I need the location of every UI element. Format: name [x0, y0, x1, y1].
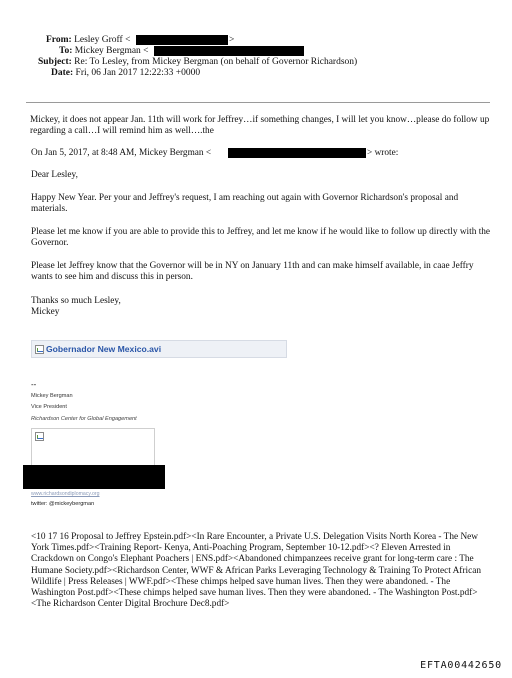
to-row: [59, 46, 149, 57]
reply-text: Mickey, it does not appear Jan. 11th will work for Jeffrey…if something changes, I will let you know…please do follow up regarding a call…I will remind him as well….the: [30, 115, 490, 137]
attachment-label: Gobernador New Mexico.avi: [46, 344, 162, 354]
to-label: To:: [59, 46, 73, 56]
paragraph-3: Please let Jeffrey know that the Governor will be in NY on January 11th and can make himself available, in caae Jeffry wants to see him and discuss this in person.: [31, 261, 474, 283]
closing-line-2: Mickey: [31, 307, 60, 317]
paragraph-2: Please let me know if you are able to provide this to Jeffrey, and let me know if he would like to follow up directly with the Governor.: [31, 227, 491, 249]
quote-intro-wrote: > wrote:: [367, 148, 399, 158]
from-label: From:: [46, 35, 72, 45]
closing-line-1: Thanks so much Lesley,: [31, 296, 121, 306]
date-row: [51, 68, 200, 79]
attachments-list: <10 17 16 Proposal to Jeffrey Epstein.pdf><In Rare Encounter, a Private U.S. Delegation Visits North Korea - The New York Times.pdf><Training Report- Kenya, Anti-Poaching Program, September 10-12.pdf><? Eleven Arrested in Crackdown on Congo's Elephant Poachers | ENS.pdf><Abandoned chimpanzees receive grant for long-term care : The Humane Society.pdf><Richardson Center, WWF & African Parks Leveraging Technology & Training To Protect African Wildlife | Press Releases | WWF.pdf><These chimps helped save human lives. Then they were abandoned. - The Washington Post.pdf><These chimps helped save human lives. Then they were abandoned. - The Washington Post.pdf><The Richardson Center Digital Brochure Dec8.pdf>: [31, 532, 481, 610]
signature-role: Vice President: [31, 404, 67, 410]
header-divider: [26, 102, 490, 103]
from-close-bracket: >: [229, 35, 235, 45]
attachment-link[interactable]: [31, 340, 287, 358]
subject-value: Re: To Lesley, from Mickey Bergman (on behalf of Governor Richardson): [74, 57, 358, 67]
signature-org: Richardson Center for Global Engagement: [31, 416, 137, 422]
signature-name: Mickey Bergman: [31, 393, 73, 399]
from-value: Lesley Groff <: [74, 35, 131, 45]
from-row: [46, 35, 130, 46]
signature-dashes: --: [31, 380, 37, 389]
signature-twitter: twitter: @mickeybergman: [31, 501, 95, 507]
greeting: Dear Lesley,: [31, 170, 78, 180]
redaction-block: [136, 35, 228, 45]
redaction-block: [154, 46, 304, 56]
date-label: Date:: [51, 68, 74, 78]
quote-intro-text: On Jan 5, 2017, at 8:48 AM, Mickey Bergman <: [31, 148, 212, 158]
broken-image-icon: [35, 345, 44, 354]
document-id: EFTA00442650: [420, 660, 502, 671]
redaction-block: [228, 148, 366, 158]
paragraph-1: Happy New Year. Per your and Jeffrey's request, I am reaching out again with Governor Richardson's proposal and materials.: [31, 193, 459, 215]
subject-label: Subject:: [38, 57, 72, 67]
broken-image-icon: [35, 432, 44, 441]
date-value: Fri, 06 Jan 2017 12:22:33 +0000: [75, 68, 201, 78]
to-value: Mickey Bergman <: [74, 46, 149, 56]
signature-website-link[interactable]: www.richardsondiplomacy.org: [31, 491, 100, 497]
redaction-block: [23, 465, 165, 489]
subject-row: [38, 57, 357, 68]
